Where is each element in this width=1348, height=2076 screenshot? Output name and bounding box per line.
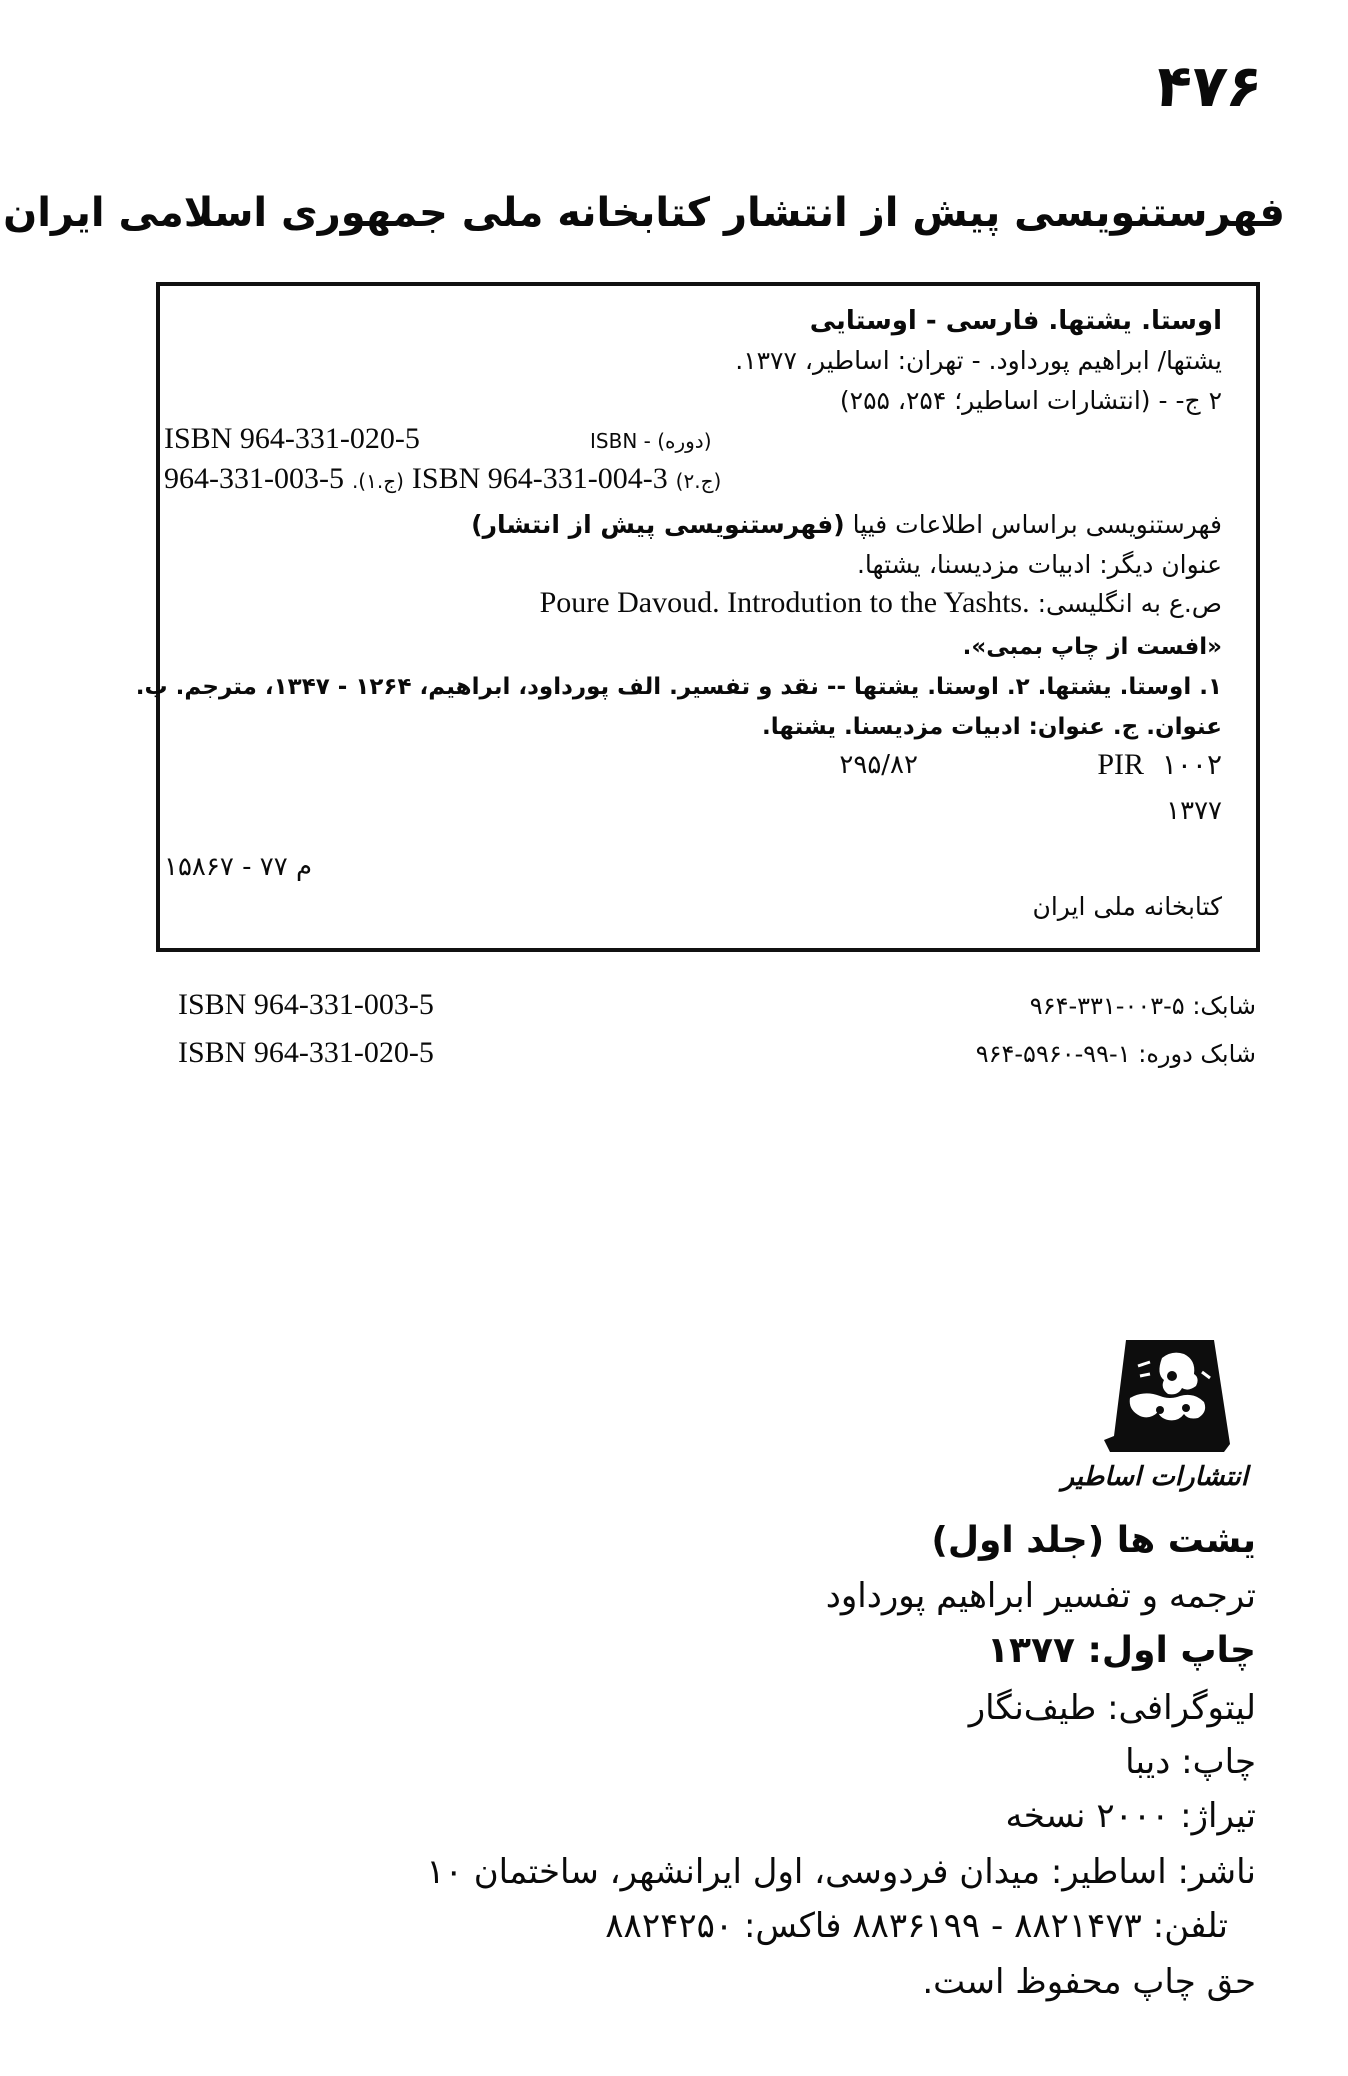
page-number: ۴۷۶ bbox=[1152, 52, 1266, 120]
colophon-translator: ترجمه و تفسیر ابراهیم پورداود bbox=[825, 1576, 1256, 1616]
colophon-lithography: لیتوگرافی: طیف‌نگار bbox=[968, 1688, 1256, 1728]
colophon-publisher: ناشر: اساطیر: میدان فردوسی، اول ایرانشهر، ساختمان ۱۰ bbox=[426, 1852, 1256, 1892]
cip-other-title: عنوان دیگر: ادبیات مزدیسنا، یشتها. bbox=[856, 550, 1222, 579]
cip-fipa-note bbox=[471, 508, 1222, 542]
cip-year: ۱۳۷۷ bbox=[1166, 796, 1222, 826]
isbn-persian-2 bbox=[976, 1040, 1256, 1068]
cip-lc-class: PIR ۱۰۰۲ bbox=[1097, 748, 1222, 781]
cip-english-label: ص.ع به انگلیسی: bbox=[1037, 589, 1222, 618]
cip-extent-series: ۲ ج- - (انتشارات اساطیر؛ ۲۵۴، ۲۵۵) bbox=[839, 386, 1222, 415]
colophon-phone: تلفن: ۸۸۲۱۴۷۳ - ۸۸۳۶۱۹۹ فاکس: ۸۸۲۴۲۵۰ bbox=[605, 1906, 1228, 1946]
cip-heading: اوستا. یشتها. فارسی - اوستایی bbox=[809, 306, 1222, 336]
cip-english-title-row bbox=[540, 586, 1222, 621]
isbn-persian-1-label: شابک: bbox=[1192, 992, 1256, 1020]
cip-record-box bbox=[135, 282, 1260, 952]
cip-isbn-set-label bbox=[590, 422, 712, 458]
cip-title-statement: یشتها/ ابراهیم پورداود. - تهران: اساطیر، ۱۳۷۷. bbox=[735, 346, 1222, 375]
page-title: فهرستنویسی پیش از انتشار کتابخانه ملی جمهوری اسلامی ایران bbox=[3, 190, 1285, 236]
cip-isbn-vol1-value: 964-331-003-5 bbox=[164, 462, 344, 495]
isbn-persian-1 bbox=[1030, 992, 1256, 1020]
lion-emblem-icon bbox=[1102, 1336, 1234, 1454]
colophon-first-edition: چاپ اول: ۱۳۷۷ bbox=[987, 1630, 1256, 1671]
cip-library-name: کتابخانه ملی ایران bbox=[1032, 892, 1222, 921]
isbn-persian-2-label: شابک دوره: bbox=[1138, 1040, 1256, 1068]
colophon-copyright: حق چاپ محفوظ است. bbox=[922, 1962, 1256, 2002]
cip-fipa-note-bold: (فهرستنویسی پیش از انتشار) bbox=[471, 510, 845, 539]
isbn-persian-1-value: ۹۶۴-۳۳۱-۰۰۳-۵ bbox=[1029, 992, 1185, 1020]
cip-subjects-cont: عنوان. ج. عنوان: ادبیات مزدیسنا. یشتها. bbox=[762, 714, 1222, 740]
colophon-print-run: تیراژ: ۲۰۰۰ نسخه bbox=[1005, 1796, 1256, 1836]
cip-isbn-vol1-label: (ج.۱). bbox=[351, 469, 404, 493]
isbn-latin-2: ISBN 964-331-020-5 bbox=[178, 1036, 434, 1069]
colophon-printing: چاپ: دیبا bbox=[1125, 1742, 1256, 1782]
cip-isbn-set-label-text: (دوره) - ISBN bbox=[590, 429, 712, 453]
cip-library-number: م ۷۷ - ۱۵۸۶۷ bbox=[164, 852, 313, 882]
cip-isbn-vol2-label: (ج.۲) bbox=[675, 469, 722, 493]
colophon-book-title: یشت ها (جلد اول) bbox=[931, 1520, 1256, 1561]
cip-dewey: ۲۹۵/۸۲ bbox=[839, 750, 918, 780]
isbn-latin-1: ISBN 964-331-003-5 bbox=[178, 988, 434, 1021]
isbn-persian-2-value: ۹۶۴-۵۹۶۰-۹۹-۱ bbox=[975, 1040, 1131, 1068]
cip-english-title: Poure Davoud. Introdution to the Yashts. bbox=[539, 586, 1030, 619]
publisher-logo-caption: انتشارات اساطیر bbox=[1061, 1462, 1248, 1492]
cip-fipa-note-plain: فهرستنویسی براساس اطلاعات فیپا bbox=[852, 510, 1222, 539]
cip-isbn-volumes bbox=[164, 462, 721, 498]
cip-isbn-vol2-value: ISBN 964-331-004-3 bbox=[411, 462, 668, 495]
cip-subjects: ۱. اوستا. یشتها. ۲. اوستا. یشتها -- نقد و تفسیر. الف پورداود، ابراهیم، ۱۲۶۴ - ۱۳۴۷، مترجم. ب. bbox=[135, 674, 1222, 700]
cip-offset-note: «افست از چاپ بمبی». bbox=[962, 634, 1222, 660]
cip-isbn-set-value: ISBN 964-331-020-5 bbox=[164, 422, 420, 455]
